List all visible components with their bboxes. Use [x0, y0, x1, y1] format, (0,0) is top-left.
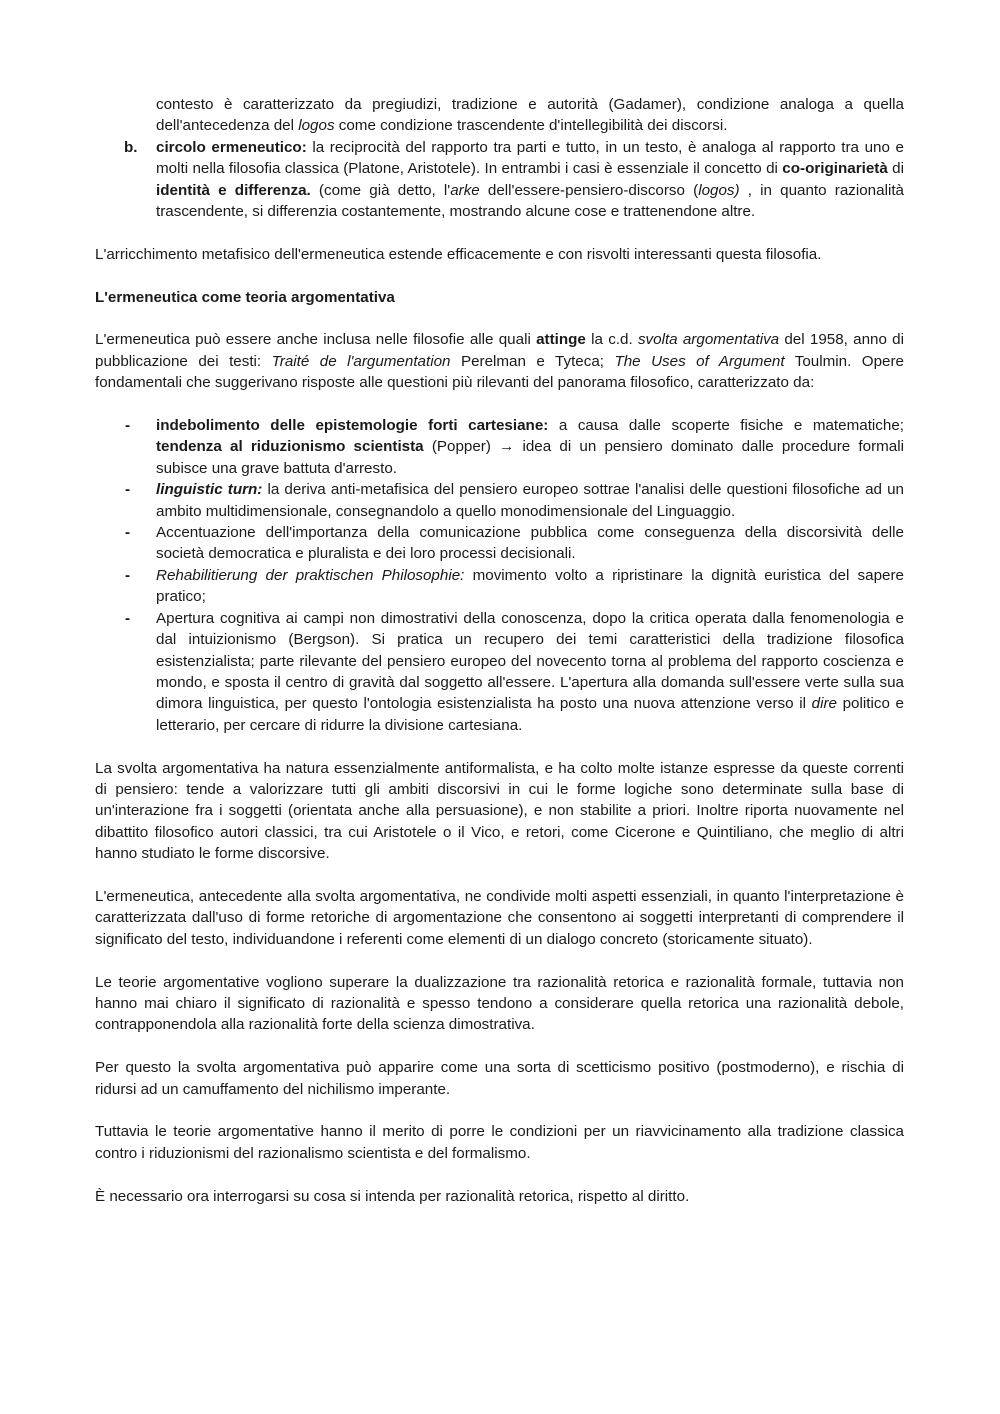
bullet-marker: - — [125, 566, 131, 584]
paragraph-merito: Tuttavia le teorie argomentative hanno il merito di porre le condizioni per un riavvicinamento alla tradizione classica contro i riduzionismi del razionalismo scientista e del formalismo. — [95, 1123, 904, 1162]
bullet-item: - Rehabilitierung der praktischen Philosophie: movimento volto a ripristinare la dignità euristica del sapere pratico; — [95, 565, 904, 608]
paragraph-antecedente: L'ermeneutica, antecedente alla svolta argomentativa, ne condivide molti aspetti essenziali, in quanto l'interpretazione è caratterizzata dall'uso di forme retoriche di argomentazione che consentono ai soggetti interpretanti di comprendere il significato del testo, individuandone i referenti come elementi di un dialogo concreto (storicamente situato). — [95, 887, 904, 948]
bullet-item: - indebolimento delle epistemologie forti cartesiane: a causa dalle scoperte fisiche e matematiche; tendenza al riduzionismo scientista (Popper) → idea di un pensiero dominato dalle procedure formali subisce una grave battuta d'arresto. — [95, 415, 904, 479]
list-item-b — [95, 137, 904, 223]
paragraph-arricchimento: L'arricchimento metafisico dell'ermeneutica estende efficacemente e con risvolti interessanti questa filosofia. — [95, 245, 822, 263]
paragraph-svolta: La svolta argomentativa ha natura essenzialmente antiformalista, e ha colto molte istanze espresse da queste correnti di pensiero: tende a valorizzare tutti gli ambiti discorsivi in cui le forme logiche sono determinate sulla base di un'interazione fra i soggetti (orientata anche alla persuasione), e non stabilite a priori. Inoltre riporta nuovamente nel dibattito filosofico autori classici, tra cui Aristotele o il Vico, e retori, come Cicerone e Quintiliano, che meglio di altri hanno studiato le forme discorsive. — [95, 759, 904, 863]
bullet-marker: - — [125, 417, 131, 435]
paragraph-intro: L'ermeneutica può essere anche inclusa nelle filosofie alle quali attinge la c.d. svolta argomentativa del 1958, anno di pubblicazione dei testi: Traité de l'argumentation Perelman e Tyteca; The Uses of Argument Toulmin. Opere fondamentali che suggerivano risposte alle questioni più rilevanti del panorama filosofico, caratterizzato da: — [95, 331, 904, 392]
document-page — [95, 94, 904, 1207]
paragraph-teorie: Le teorie argomentative vogliono superare la dualizzazione tra razionalità retorica e razionalità formale, tuttavia non hanno mai chiaro il significato di razionalità e spesso tendono a considerare quella retorica una razionalità debole, contrapponendola alla razionalità forte della scienza dimostrativa. — [95, 973, 904, 1034]
list-item-a-continuation: contesto è caratterizzato da pregiudizi, tradizione e autorità (Gadamer), condizione analoga a quella dell'antecedenza del logos come condizione trascendente d'intellegibilità dei discorsi. — [156, 96, 904, 135]
bullet-marker: - — [125, 609, 131, 627]
paragraph-scetticismo: Per questo la svolta argomentativa può apparire come una sorta di scetticismo positivo (postmoderno), e rischia di ridursi ad un camuffamento del nichilismo imperante. — [95, 1059, 904, 1098]
section-heading: L'ermeneutica come teoria argomentativa — [95, 288, 395, 306]
bullet-marker: - — [125, 481, 131, 499]
paragraph-necessario: È necessario ora interrogarsi su cosa si intenda per razionalità retorica, rispetto al diritto. — [95, 1187, 690, 1205]
bullet-item: - linguistic turn: la deriva anti-metafisica del pensiero europeo sottrae l'analisi delle questioni filosofiche ad un ambito multidimensionale, consegnandolo a quello monodimensionale del Linguaggio. — [95, 479, 904, 522]
bullet-item: - Accentuazione dell'importanza della comunicazione pubblica come conseguenza della discorsività delle società democratica e pluralista e dei loro processi decisionali. — [95, 522, 904, 565]
bullet-item: - Apertura cognitiva ai campi non dimostrativi della conoscenza, dopo la critica operata dalla fenomenologia e dal intuizionismo (Bergson). Si pratica un recupero dei temi caratteristici della tradizione filosofica esistenzialista; parte rilevante del pensiero europeo del novecento torna al problema del rapporto coscienza e mondo, e sposta il centro di gravità dal soggetto all'essere. L'apertura alla domanda sull'essere verte sulla sua dimora linguistica, per questo l'ontologia esistenzialista ha posto una nuova attenzione verso il dire politico e letterario, per cercare di ridurre la divisione cartesiana. — [95, 608, 904, 736]
bullet-marker: - — [125, 524, 131, 542]
list-marker: b. — [124, 138, 138, 156]
list-item-text: circolo ermeneutico: la reciprocità del rapporto tra parti e tutto, in un testo, è analoga al rapporto tra uno e molti nella filosofia classica (Platone, Aristotele). In entrambi i casi è essenziale il concetto di co-originarietà di identità e differenza. (come già detto, l'arke dell'essere-pensiero-discorso (logos) , in quanto razionalità trascendente, si differenzia costantemente, mostrando alcune cose e trattenendone altre. — [156, 138, 905, 221]
